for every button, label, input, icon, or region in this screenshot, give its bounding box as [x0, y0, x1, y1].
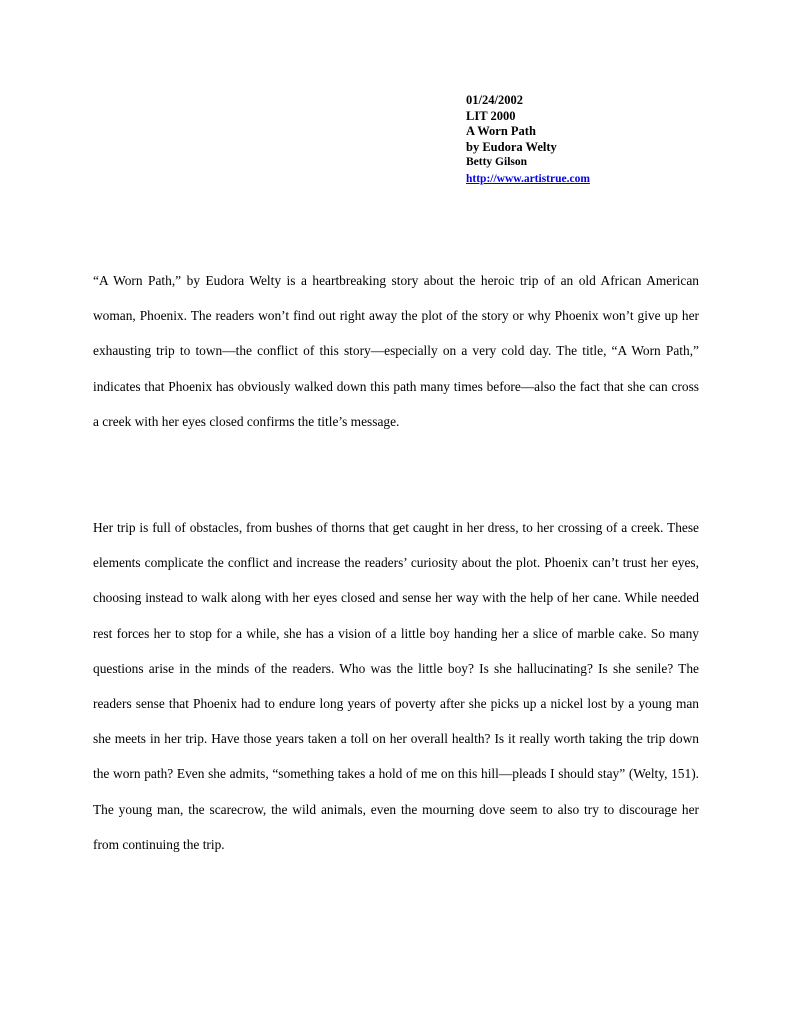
header-url-link[interactable]: http://www.artistrue.com: [466, 172, 590, 185]
header-date: 01/24/2002: [466, 93, 523, 107]
header-author: by Eudora Welty: [466, 139, 557, 154]
header-title: A Worn Path: [466, 124, 536, 139]
header-url-line: [466, 171, 590, 188]
essay-header: [466, 93, 590, 188]
header-course: LIT 2000: [466, 108, 516, 123]
paragraph-2: [93, 510, 699, 862]
paragraph-1: [93, 263, 699, 439]
paragraph-text: Her trip is full of obstacles, from bushes of thorns that get caught in her dress, to her crossing of a creek. These elements complicate the conflict and increase the readers’ curiosity about the plot. Phoenix can’t trust her eyes, choosing instead to walk along with her eyes closed and sense her way with the help of her cane. While needed rest forces her to stop for a while, she has a vision of a little boy handing her a slice of marble cake. So many questions arise in the minds of the readers. Who was the little boy? Is she hallucinating? Is she senile? The readers sense that Phoenix had to endure long years of poverty after she picks up a nickel lost by a young man she meets in her trip. Have those years taken a toll on her overall health? Is it really worth taking the trip down the worn path? Even she admits, “something takes a hold of me on this hill—pleads I should stay” (Welty, 151). The young man, the scarecrow, the wild animals, even the mourning dove seem to also try to discourage her from continuing the trip.: [93, 520, 699, 852]
header-student: Betty Gilson: [466, 156, 528, 169]
paragraph-text: “A Worn Path,” by Eudora Welty is a heartbreaking story about the heroic trip of an old African American woman, Phoenix. The readers won’t find out right away the plot of the story or why Phoenix won’t give up her exhausting trip to town—the conflict of this story—especially on a very cold day. The title, “A Worn Path,” indicates that Phoenix has obviously walked down this path many times before—also the fact that she can cross a creek with her eyes closed confirms the title’s message.: [93, 273, 699, 429]
